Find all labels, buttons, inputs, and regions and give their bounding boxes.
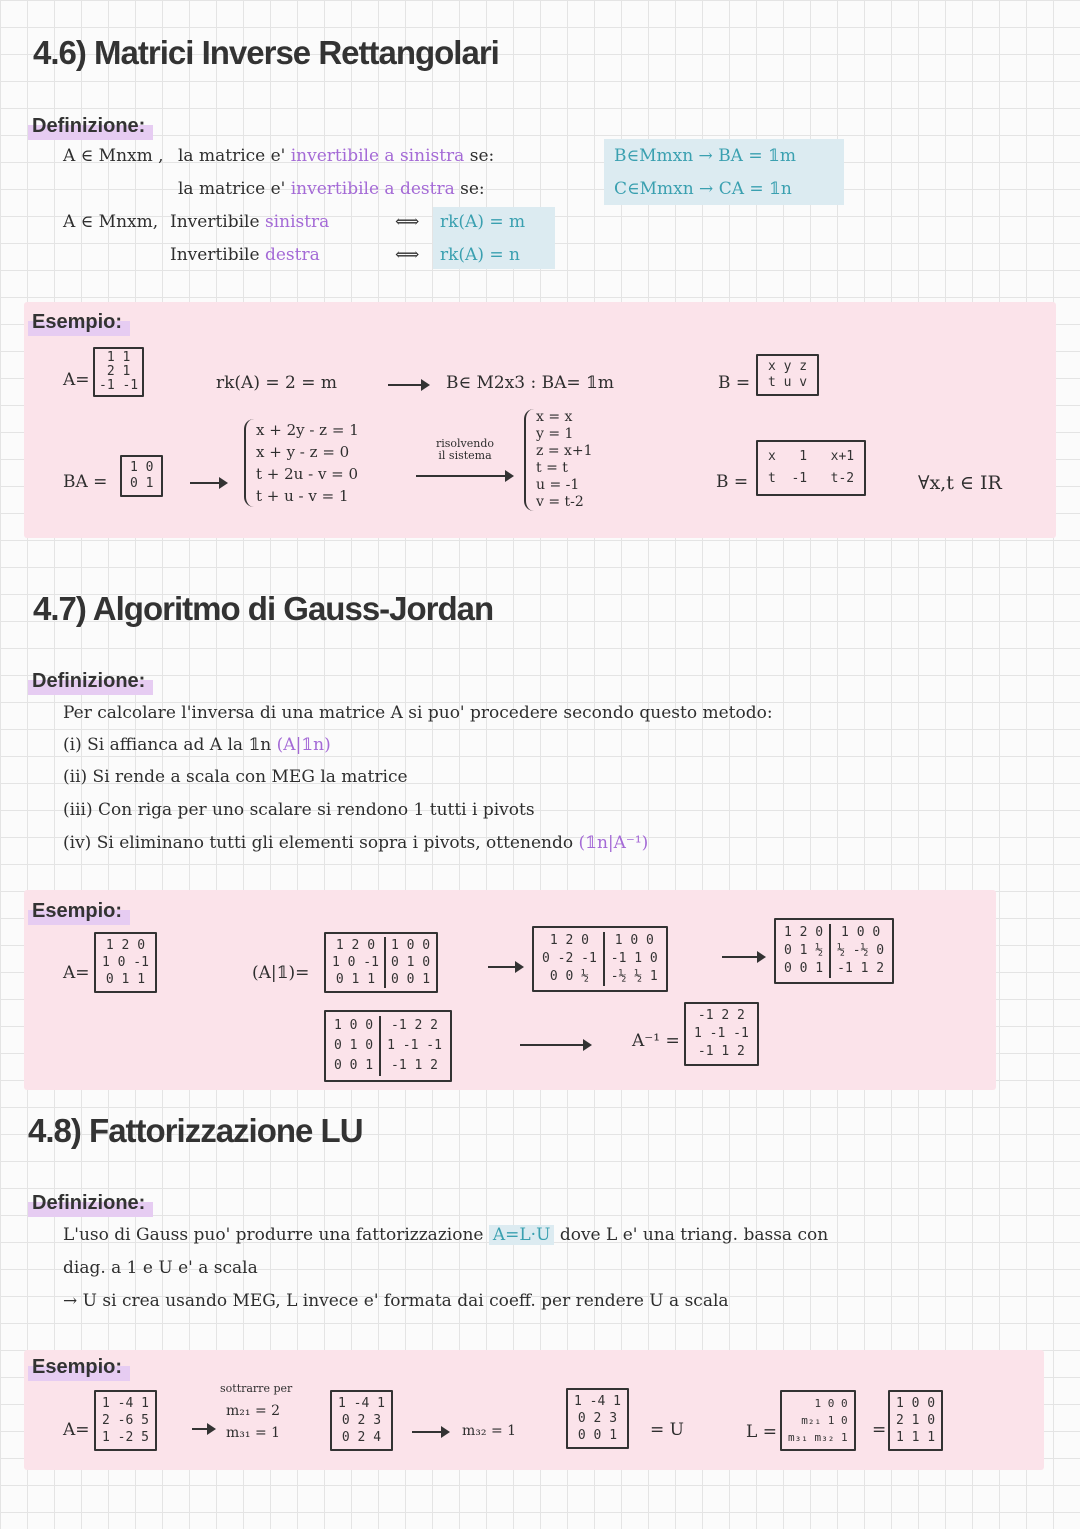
matrix-b-solution-label: B = bbox=[716, 472, 749, 492]
step-4: (iv) Si eliminano tutti gli elementi sopra i pivots, ottenendo (𝟙n|A⁻¹) bbox=[63, 833, 649, 853]
u-label: = U bbox=[650, 1420, 684, 1440]
def-row-2-text: la matrice e' invertibile a destra se: bbox=[178, 179, 485, 199]
rank-left-result: rk(A) = m bbox=[440, 212, 526, 232]
solve-note: risolvendo il sistema bbox=[436, 437, 495, 462]
arrow-icon bbox=[488, 966, 522, 968]
example-label: Esempio: bbox=[28, 898, 130, 925]
rank-row-left: Invertibile sinistra bbox=[170, 212, 330, 232]
arrow-icon bbox=[192, 1428, 214, 1430]
section-title-4-8: 4.8) Fattorizzazione LU bbox=[28, 1112, 363, 1149]
step-2: (ii) Si rende a scala con MEG la matrice bbox=[63, 767, 408, 787]
matrix-l-symbolic: 1 0 0 m₂₁ 1 0 m₃₁ m₃₂ 1 bbox=[780, 1390, 856, 1451]
matrix-l-numeric: 1 0 0 2 1 0 1 1 1 bbox=[888, 1390, 943, 1451]
rank-row-right: Invertibile destra bbox=[170, 245, 320, 265]
multiplier-m31: m₃₁ = 1 bbox=[226, 1425, 281, 1441]
rank-row-prefix: A ∈ Mnxm, bbox=[63, 212, 159, 232]
arrow-icon bbox=[416, 475, 512, 477]
matrix-a: 1 1 2 1 -1 -1 bbox=[93, 347, 144, 397]
arrow-icon bbox=[388, 384, 428, 386]
def-row-1-text: la matrice e' invertibile a sinistra se: bbox=[178, 146, 495, 166]
example-label: Esempio: bbox=[28, 309, 130, 336]
matrix-a-label: A= bbox=[63, 1420, 90, 1440]
arrow-icon bbox=[412, 1431, 448, 1433]
augmented-matrix-3: 1 2 0 0 1 ½ 0 0 1 1 0 0 ½ -½ 0 -1 1 2 bbox=[774, 918, 894, 984]
arrow-icon bbox=[520, 1044, 590, 1046]
intermediate-matrix: 1 -4 1 0 2 3 0 2 4 bbox=[330, 1390, 393, 1451]
arrow-icon bbox=[190, 482, 226, 484]
matrix-u: 1 -4 1 0 2 3 0 0 1 bbox=[566, 1388, 629, 1449]
iff-icon: ⟺ bbox=[395, 245, 420, 265]
matrix-a: 1 -4 1 2 -6 5 1 -2 5 bbox=[94, 1390, 157, 1451]
gauss-jordan-intro: Per calcolare l'inversa di una matrice A si puo' procedere secondo questo metodo: bbox=[63, 703, 773, 723]
solution-system: x = x y = 1 z = x+1 t = t u = -1 v = t-2 bbox=[524, 409, 593, 511]
lu-def-line-1: L'uso di Gauss puo' produrre una fattorizzazione A=L·U dove L e' una triang. bassa con bbox=[63, 1225, 829, 1245]
b-dimension-text: B∈ M2x3 : BA= 𝟙m bbox=[446, 373, 615, 393]
matrix-a-label: A= bbox=[63, 963, 90, 983]
inverse-label: A⁻¹ = bbox=[632, 1031, 680, 1051]
for-all-text: ∀x,t ∈ IR bbox=[918, 472, 1002, 494]
ba-label: BA = bbox=[63, 472, 108, 492]
matrix-a-label: A= bbox=[63, 370, 90, 390]
rank-right-result: rk(A) = n bbox=[440, 245, 520, 265]
rank-computation: rk(A) = 2 = m bbox=[216, 373, 338, 393]
linear-system: x + 2y - z = 1 x + y - z = 0 t + 2u - v = 0 t + u - v = 1 bbox=[244, 419, 359, 507]
matrix-a: 1 2 0 1 0 -1 0 1 1 bbox=[94, 932, 157, 993]
lu-def-line-2: diag. a 1 e U e' a scala bbox=[63, 1258, 258, 1278]
augmented-matrix-4: 1 0 0 0 1 0 0 0 1 -1 2 2 1 -1 -1 -1 1 2 bbox=[324, 1010, 452, 1082]
inverse-matrix: -1 2 2 1 -1 -1 -1 1 2 bbox=[684, 1002, 759, 1066]
iff-icon: ⟺ bbox=[395, 212, 420, 232]
step-3: (iii) Con riga per uno scalare si rendono 1 tutti i pivots bbox=[63, 800, 535, 820]
matrix-identity-2: 1 0 0 1 bbox=[120, 455, 163, 497]
arrow-icon bbox=[722, 956, 764, 958]
section-title-4-7: 4.7) Algoritmo di Gauss-Jordan bbox=[33, 590, 494, 627]
right-inverse-condition: C∈Mmxn → CA = 𝟙n bbox=[614, 179, 792, 199]
augmented-matrix-1: 1 2 0 1 0 -1 0 1 1 1 0 0 0 1 0 0 0 1 bbox=[324, 932, 438, 993]
definition-label: Definizione: bbox=[28, 668, 153, 695]
def-row-1-prefix: A ∈ Mnxm , bbox=[63, 146, 164, 166]
example-label: Esempio: bbox=[28, 1354, 130, 1381]
matrix-l-label: L = bbox=[746, 1422, 777, 1442]
matrix-b-generic: x y z t u v bbox=[756, 354, 819, 396]
left-inverse-condition: B∈Mmxn → BA = 𝟙m bbox=[614, 146, 796, 166]
multiplier-m21: m₂₁ = 2 bbox=[226, 1403, 281, 1419]
augmented-matrix-2: 1 2 0 0 -2 -1 0 0 ½ 1 0 0 -1 1 0 -½ ½ 1 bbox=[532, 926, 668, 992]
matrix-b-label: B = bbox=[718, 373, 751, 393]
step-1: (i) Si affianca ad A la 𝟙n (A|𝟙n) bbox=[63, 735, 331, 755]
definition-label: Definizione: bbox=[28, 1190, 153, 1217]
matrix-b-solution: x 1 x+1 t -1 t-2 bbox=[756, 440, 866, 496]
equals-sign: = bbox=[872, 1420, 887, 1440]
section-title-4-6: 4.6) Matrici Inverse Rettangolari bbox=[33, 34, 499, 71]
subtract-note: sottrarre per bbox=[220, 1382, 293, 1395]
lu-def-line-3: → U si crea usando MEG, L invece e' formata dai coeff. per rendere U a scala bbox=[63, 1291, 729, 1311]
augmented-label: (A|𝟙)= bbox=[252, 963, 310, 983]
definition-label: Definizione: bbox=[28, 113, 153, 140]
multiplier-m32: m₃₂ = 1 bbox=[462, 1423, 517, 1439]
